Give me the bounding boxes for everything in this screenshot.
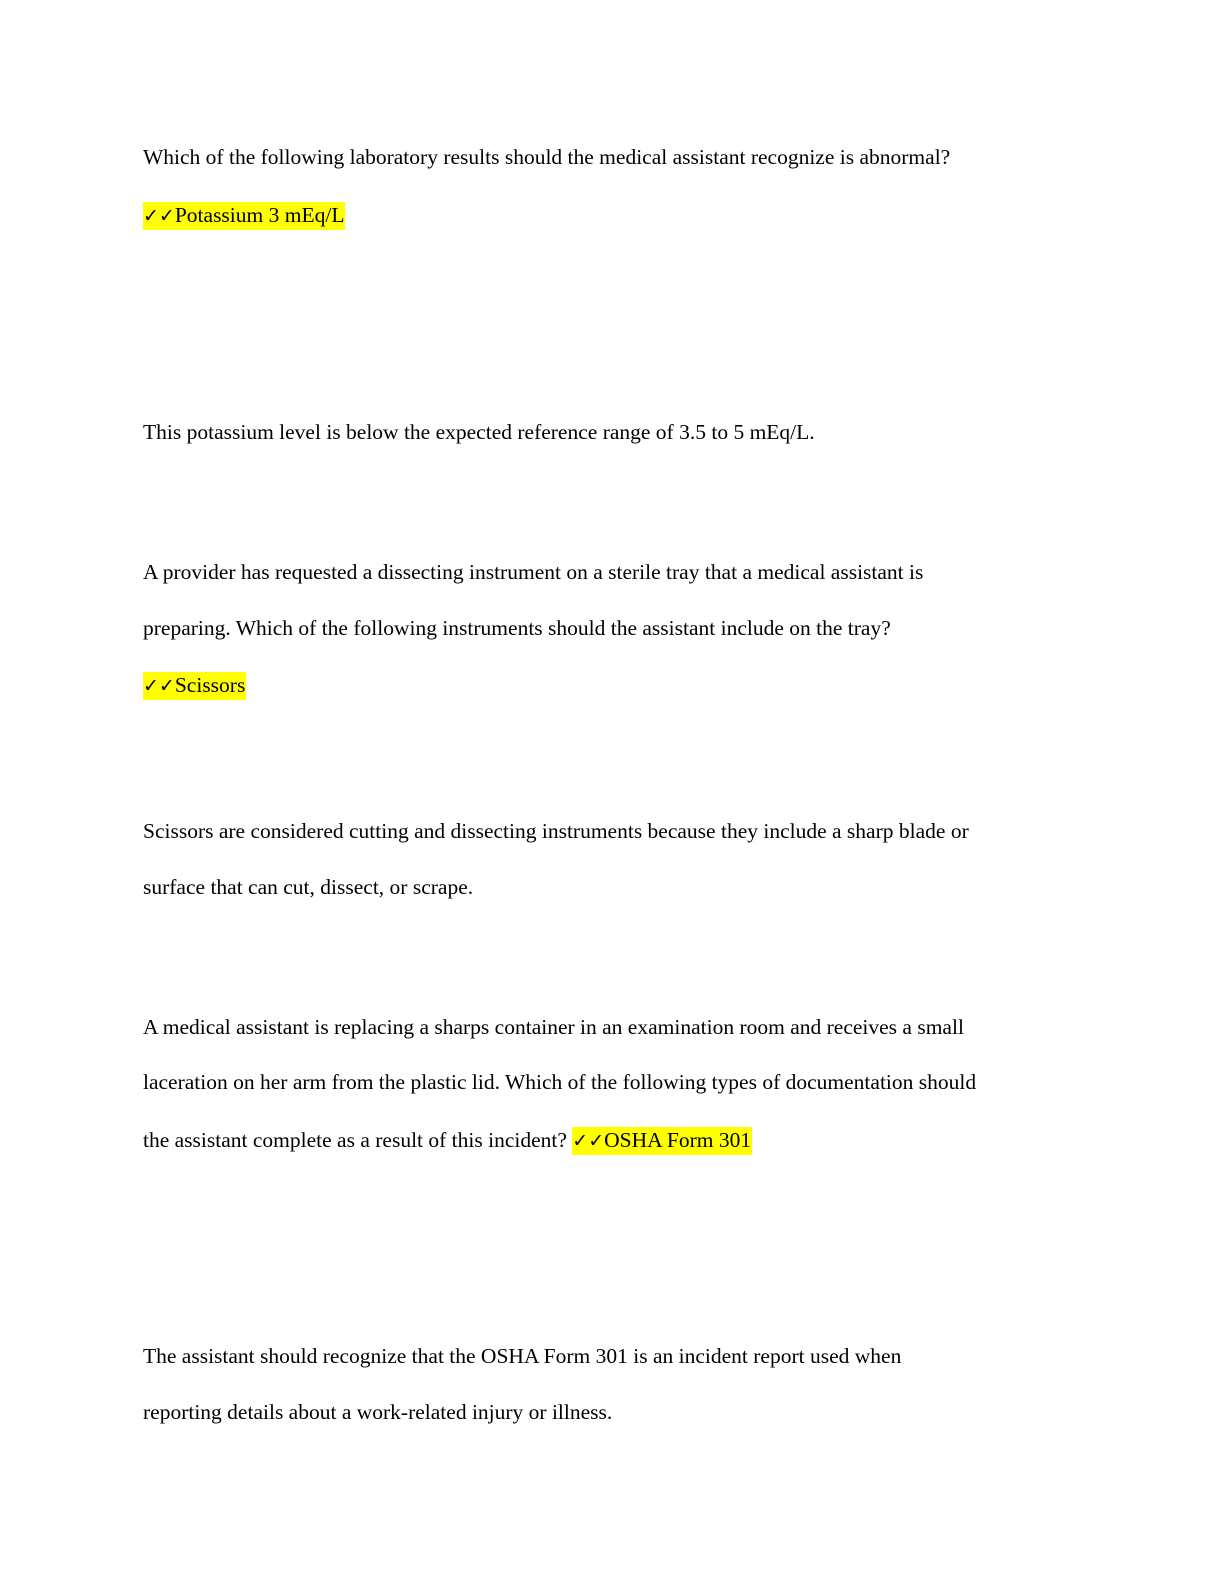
answer-2-highlight bbox=[143, 672, 246, 700]
question-3-line-2: laceration on her arm from the plastic lid. Which of the following types of documentation should bbox=[143, 1070, 977, 1094]
question-1-text: Which of the following laboratory results should the medical assistant recognize is abnormal? bbox=[143, 145, 951, 169]
answer-1-highlight bbox=[143, 202, 345, 230]
question-3-line-3 bbox=[143, 1126, 752, 1155]
answer-3-text: OSHA Form 301 bbox=[604, 1128, 752, 1152]
question-2-line-2: preparing. Which of the following instruments should the assistant include on the tray? bbox=[143, 616, 891, 640]
question-3-line-1: A medical assistant is replacing a sharps container in an examination room and receives a small bbox=[143, 1015, 964, 1039]
answer-1-text: Potassium 3 mEq/L bbox=[174, 203, 345, 227]
rationale-3-line-1: The assistant should recognize that the OSHA Form 301 is an incident report used when bbox=[143, 1344, 902, 1368]
question-3-line-3-text: the assistant complete as a result of this incident? bbox=[143, 1128, 567, 1152]
answer-2-text: Scissors bbox=[174, 673, 246, 697]
rationale-2-line-1: Scissors are considered cutting and dissecting instruments because they include a sharp blade or bbox=[143, 819, 969, 843]
checkmark-icon: ✓✓ bbox=[143, 205, 175, 227]
checkmark-icon: ✓✓ bbox=[143, 675, 175, 697]
rationale-1-text: This potassium level is below the expected reference range of 3.5 to 5 mEq/L. bbox=[143, 420, 815, 444]
answer-1 bbox=[143, 201, 345, 230]
answer-3-highlight bbox=[572, 1127, 752, 1155]
answer-2 bbox=[143, 671, 246, 700]
checkmark-icon: ✓✓ bbox=[572, 1130, 605, 1152]
rationale-3-line-2: reporting details about a work-related injury or illness. bbox=[143, 1400, 613, 1424]
rationale-2-line-2: surface that can cut, dissect, or scrape. bbox=[143, 875, 474, 899]
question-2-line-1: A provider has requested a dissecting instrument on a sterile tray that a medical assistant is bbox=[143, 560, 924, 584]
